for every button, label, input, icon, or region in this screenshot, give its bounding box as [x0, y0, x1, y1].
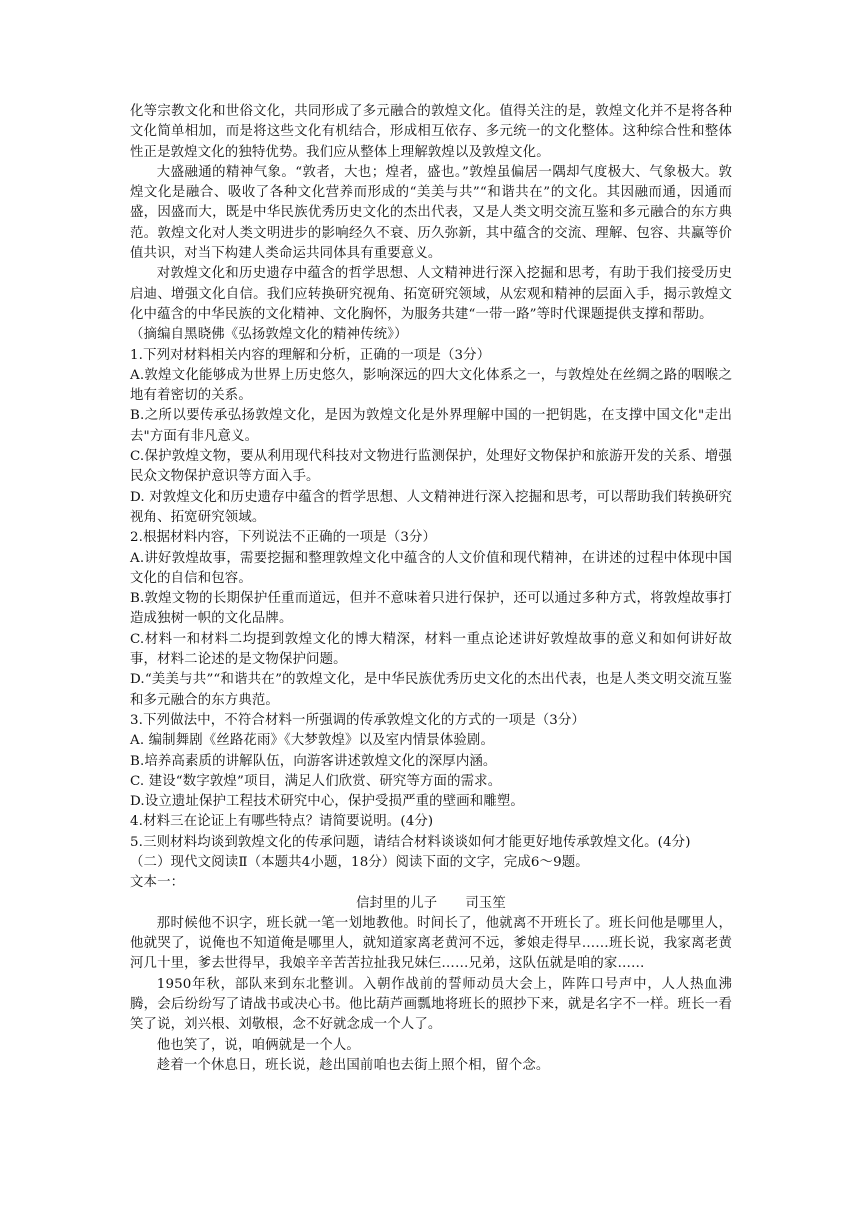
paragraph: 文本一：: [130, 875, 185, 891]
paragraph: 化等宗教文化和世俗文化，共同形成了多元融合的敦煌文化。值得关注的是，敦煌文化并不是将各种文化简单相加，而是将这些文化有机结合，形成相互依存、多元统一的文化整体。这种综合性和整体性正是敦煌文化的独特优势。我们应从整体上理解敦煌以及敦煌文化。: [130, 104, 732, 160]
paragraph: D. 对敦煌文化和历史遗存中蕴含的哲学思想、人文精神进行深入挖掘和思考，可以帮助我们转换研究视角、拓宽研究领域。: [130, 489, 732, 525]
story-author: 司玉笙: [465, 895, 506, 911]
story-paragraph: 1950年秋，部队来到东北整训。入朝作战前的誓师动员大会上，阵阵口号声中，人人热血沸腾，会后纷纷写了请战书或决心书。他比葫芦画瓢地将班长的照抄下来，就是名字不一样。班长一看笑了说，刘兴根、刘敬根，念不好就念成一个人了。: [130, 976, 732, 1033]
story-title: 信封里的儿子: [356, 895, 438, 911]
paragraph: C.保护敦煌文物，要从利用现代科技对文物进行监测保护，处理好文物保护和旅游开发的关系、增强民众文物保护意识等方面入手。: [130, 449, 732, 485]
paragraph: 1.下列对材料相关内容的理解和分析，正确的一项是（3分）: [130, 347, 491, 363]
paragraph: 3.下列做法中，不符合材料一所强调的传承敦煌文化的方式的一项是（3分）: [130, 712, 586, 728]
paragraph: 2.根据材料内容，下列说法不正确的一项是（3分）: [130, 530, 437, 546]
paragraph: C.材料一和材料二均提到敦煌文化的博大精深，材料一重点论述讲好敦煌故事的意义和如何讲好故事，材料二论述的是文物保护问题。: [130, 631, 732, 668]
story-title-line: [130, 894, 732, 914]
paragraph: B.敦煌文物的长期保护任重而道远，但并不意味着只进行保护，还可以通过多种方式，将敦煌故事打造成独树一帜的文化品牌。: [130, 591, 732, 627]
paragraph: 5.三则材料均谈到敦煌文化的传承问题，请结合材料谈谈如何才能更好地传承敦煌文化。(4分): [130, 834, 691, 850]
story-paragraph: 趁着一个休息日，班长说，趁出国前咱也去街上照个相，留个念。: [156, 1057, 550, 1073]
paragraph: A.讲好敦煌故事，需要挖掘和整理敦煌文化中蕴含的人文价值和现代精神，在讲述的过程中体现中国文化的自信和包容。: [130, 550, 732, 586]
document-page: [130, 102, 732, 1076]
paragraph: 大盛融通的精神气象。“敦者，大也；煌者，盛也。”敦煌虽偏居一隅却气度极大、气象极大。敦煌文化是融合、吸收了各种文化营养而形成的“美美与共”“和谐共在”的文化。其因融而通，因通而盛，因盛而大，既是中华民族优秀历史文化的杰出代表，又是人类文明交流互鉴和多元融合的东方典范。敦煌文化对人类文明进步的影响经久不衰、历久弥新，其中蕴含的交流、理解、包容、共赢等价值共识，对当下构建人类命运共同体具有重要意义。: [130, 164, 732, 262]
paragraph: D.“美美与共”“和谐共在”的敦煌文化，是中华民族优秀历史文化的杰出代表，也是人类文明交流互鉴和多元融合的东方典范。: [130, 672, 732, 708]
paragraph: B.之所以要传承弘扬敦煌文化，是因为敦煌文化是外界理解中国的一把钥匙，在支撑中国文化"走出去"方面有非凡意义。: [130, 408, 732, 444]
reading-material-section: [130, 102, 732, 894]
paragraph: （摘编自黑晓佛《弘扬敦煌文化的精神传统》）: [130, 327, 408, 343]
story-section: [130, 914, 732, 1076]
paragraph: （二）现代文阅读Ⅱ（本题共4小题，18分）阅读下面的文字，完成6～9题。: [130, 854, 589, 870]
story-paragraph: 那时候他不识字，班长就一笔一划地教他。时间长了，他就离不开班长了。班长问他是哪里人，他就哭了，说俺也不知道俺是哪里人，就知道家离老黄河不远，爹娘走得早……班长说，我家离老黄河几十里，爹去世得早，我娘辛辛苦苦拉扯我兄妹仨……兄弟，这队伍就是咱的家……: [130, 915, 732, 972]
paragraph: C. 建设“数字敦煌”项目，满足人们欣赏、研究等方面的需求。: [130, 773, 502, 789]
paragraph: A.敦煌文化能够成为世界上历史悠久，影响深远的四大文化体系之一，与敦煌处在丝绸之路的咽喉之地有着密切的关系。: [130, 367, 732, 404]
paragraph: A. 编制舞剧《丝路花雨》《大梦敦煌》以及室内情景体验剧。: [130, 733, 494, 749]
paragraph: D.设立遗址保护工程技术研究中心，保护受损严重的壁画和雕塑。: [130, 794, 524, 810]
story-paragraph: 他也笑了，说，咱俩就是一个人。: [156, 1037, 360, 1053]
paragraph: B.培养高素质的讲解队伍，向游客讲述敦煌文化的深厚内涵。: [130, 753, 497, 769]
paragraph: 对敦煌文化和历史遗存中蕴含的哲学思想、人文精神进行深入挖掘和思考，有助于我们接受历史启迪、增强文化自信。我们应转换研究视角、拓宽研究领域，从宏观和精神的层面入手，揭示敦煌文化中蕴含的中华民族的文化精神、文化胸怀，为服务共建“一带一路”等时代课题提供支撑和帮助。: [130, 266, 732, 322]
paragraph: 4.材料三在论证上有哪些特点？请简要说明。(4分): [130, 814, 434, 830]
